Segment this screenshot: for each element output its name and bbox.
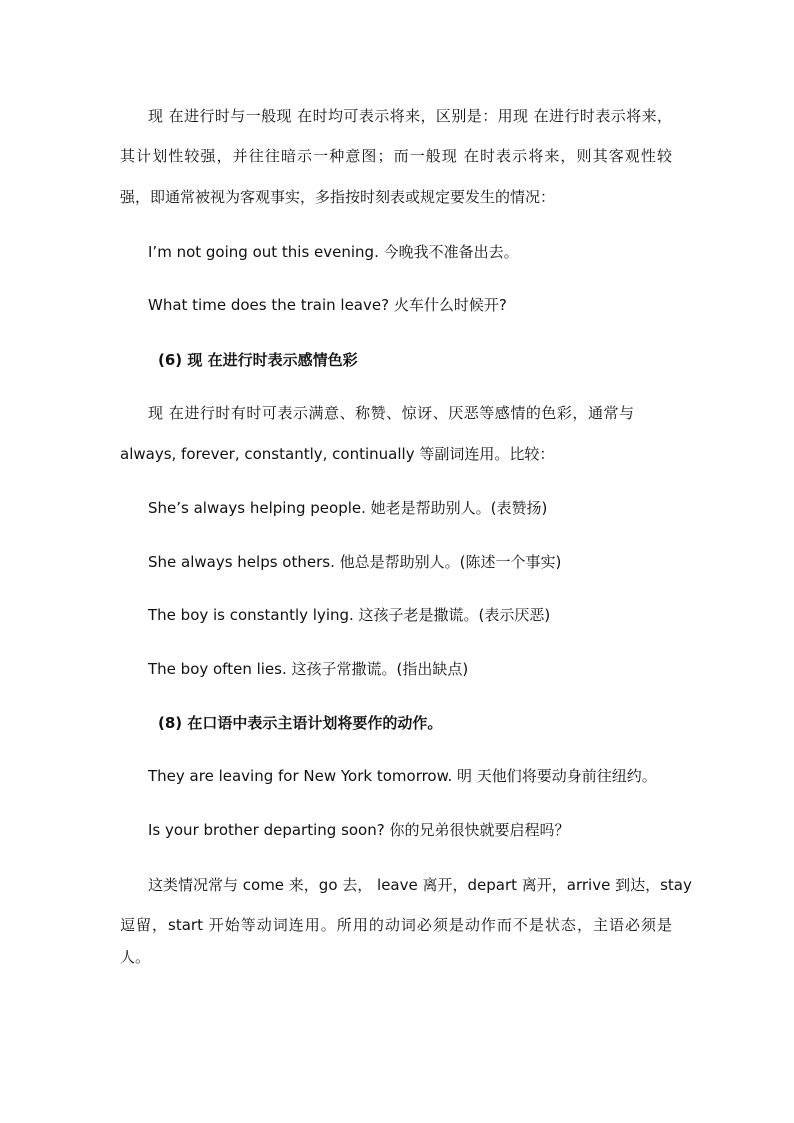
example-sentence: What time does the train leave? 火车什么时候开? (148, 296, 507, 314)
example-sentence: The boy often lies. 这孩子常撒谎。(指出缺点) (148, 660, 469, 678)
paragraph-1-line-1: 现 在进行时与一般现 在时均可表示将来，区别是：用现 在进行时表示将来， (148, 107, 672, 125)
example-sentence: She’s always helping people. 她老是帮助别人。(表赞扬) (148, 499, 548, 517)
example-sentence: I’m not going out this evening. 今晚我不准备出去。 (148, 243, 519, 261)
paragraph-3-line-2: 逗留，start 开始等动词连用。所用的动词必须是动作而不是状态，主语必须是 (120, 916, 672, 934)
example-sentence: Is your brother departing soon? 你的兄弟很快就要启程吗？ (148, 821, 570, 839)
paragraph-3-line-1: 这类情况常与 come 来，go 去， leave 离开，depart 离开，arrive 到达，stay (148, 876, 692, 894)
example-sentence: They are leaving for New York tomorrow. 明 天他们将要动身前往纽约。 (148, 767, 657, 785)
section-heading: (6) 现 在进行时表示感情色彩 (158, 351, 358, 369)
paragraph-2-line-1: 现 在进行时有时可表示满意、称赞、惊讶、厌恶等感情的色彩，通常与 (148, 404, 634, 422)
paragraph-1-line-3: 强，即通常被视为客观事实，多指按时刻表或规定要发生的情况： (120, 188, 556, 206)
paragraph-2-line-2: always, forever, constantly, continually 等副词连用。比较： (120, 445, 555, 463)
example-sentence: She always helps others. 他总是帮助别人。(陈述一个事实) (148, 553, 562, 571)
paragraph-1-line-2: 其计划性较强，并往往暗示一种意图；而一般现 在时表示将来，则其客观性较 (120, 147, 672, 165)
paragraph-3-line-3: 人。 (120, 948, 151, 966)
example-sentence: The boy is constantly lying. 这孩子老是撒谎。(表示厌恶) (148, 606, 551, 624)
section-heading: (8) 在口语中表示主语计划将要作的动作。 (158, 714, 443, 732)
